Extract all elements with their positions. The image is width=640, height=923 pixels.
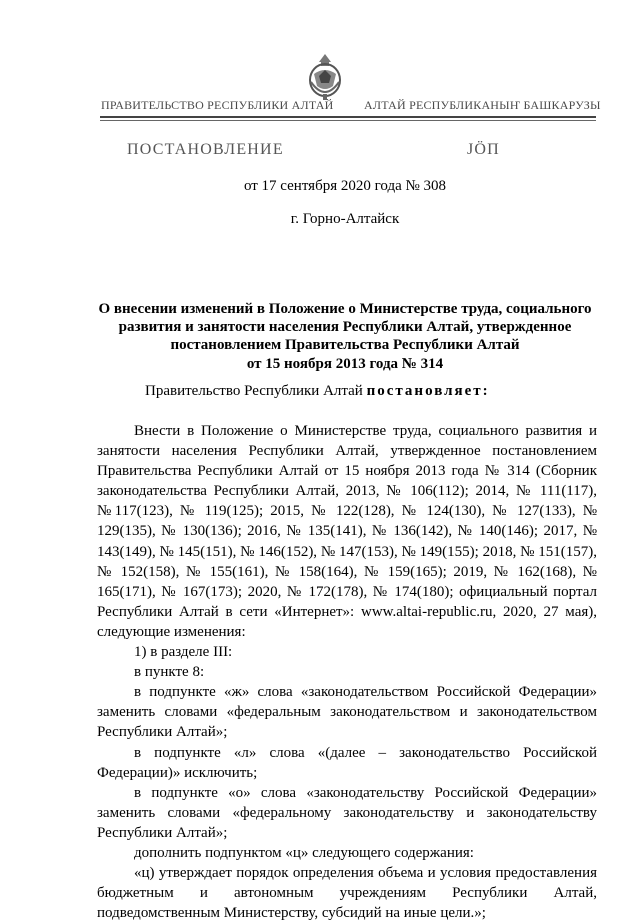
- resolution-prefix: Правительство Республики Алтай: [145, 383, 367, 399]
- title-line: развития и занятости населения Республики Алтай, утвержденное: [118, 319, 572, 336]
- coat-of-arms-icon: [305, 52, 345, 102]
- resolution-statement: [145, 383, 490, 400]
- title-line: от 15 ноября 2013 года № 314: [246, 355, 444, 372]
- body-paragraph: в подпункте «ж» слова «законодательством Российской Федерации» заменить словами «федеральным законодательством и законодательством Республики Алтай»;: [97, 684, 597, 741]
- organization-name-ru: ПРАВИТЕЛЬСТВО РЕСПУБЛИКИ АЛТАЙ: [101, 98, 334, 112]
- document-city: г. Горно-Алтайск: [290, 211, 400, 227]
- body-paragraph: 1) в разделе III:: [134, 644, 233, 661]
- body-paragraph: в подпункте «о» слова «законодательству Российской Федерации» заменить словами «федеральному законодательству и законодательству Республики Алтай»;: [97, 784, 597, 841]
- body-paragraph: «ц) утверждает порядок определения объема и условия предоставления бюджетным и автономным учреждениям Республики Алтай, подведомственным Министерству, субсидий на иные цели.»;: [97, 865, 597, 922]
- organization-name-alt: АЛТАЙ РЕСПУБЛИКАНЫҤ БАШКАРУЗЫ: [364, 98, 601, 112]
- header-divider: [100, 116, 596, 118]
- document-title: [90, 300, 600, 373]
- body-paragraph: Внести в Положение о Министерстве труда, социального развития и занятости населения Республики Алтай, утвержденное постановлением Правительства Республики Алтай от 15 ноября 2013 года № 314 (Сборник законодательства Республики Алтай, 2013, № 106(112); 2014, № 111(117), №117(123), № 119(125); 2015, № 122(128), № 124(130), № 127(133), № 129(135), № 130(136); 2016, № 135(141), № 136(142), № 140(146); 2017, № 143(149), № 145(151), № 146(152), № 147(153), № 149(155); 2018, № 151(157), № 152(158), № 155(161), № 158(164), № 159(165); 2019, № 162(168), № 165(171), № 167(173); 2020, № 172(178), № 174(180); официальный портал Республики Алтай в сети «Интернет»: www.altai-republic.ru, 2020, 27 мая), следующие изменения:: [97, 423, 597, 640]
- title-line: О внесении изменений в Положение о Министерстве труда, социального: [98, 301, 592, 317]
- body-paragraph: в пункте 8:: [134, 664, 205, 681]
- document-body: [97, 421, 597, 923]
- document-date: от 17 сентября 2020 года № 308: [243, 178, 447, 194]
- title-line: постановлением Правительства Республики Алтай: [170, 337, 520, 354]
- header-divider-thin: [100, 120, 596, 121]
- body-paragraph: дополнить подпунктом «ц» следующего содержания:: [134, 844, 474, 861]
- doc-type-ru: ПОСТАНОВЛЕНИЕ: [127, 141, 284, 158]
- body-paragraph: в подпункте «л» слова «(далее – законодательство Российской Федерации)» исключить;: [97, 744, 597, 781]
- resolution-verb: постановляет:: [366, 383, 490, 399]
- doc-type-alt: ЈӦП: [467, 141, 500, 158]
